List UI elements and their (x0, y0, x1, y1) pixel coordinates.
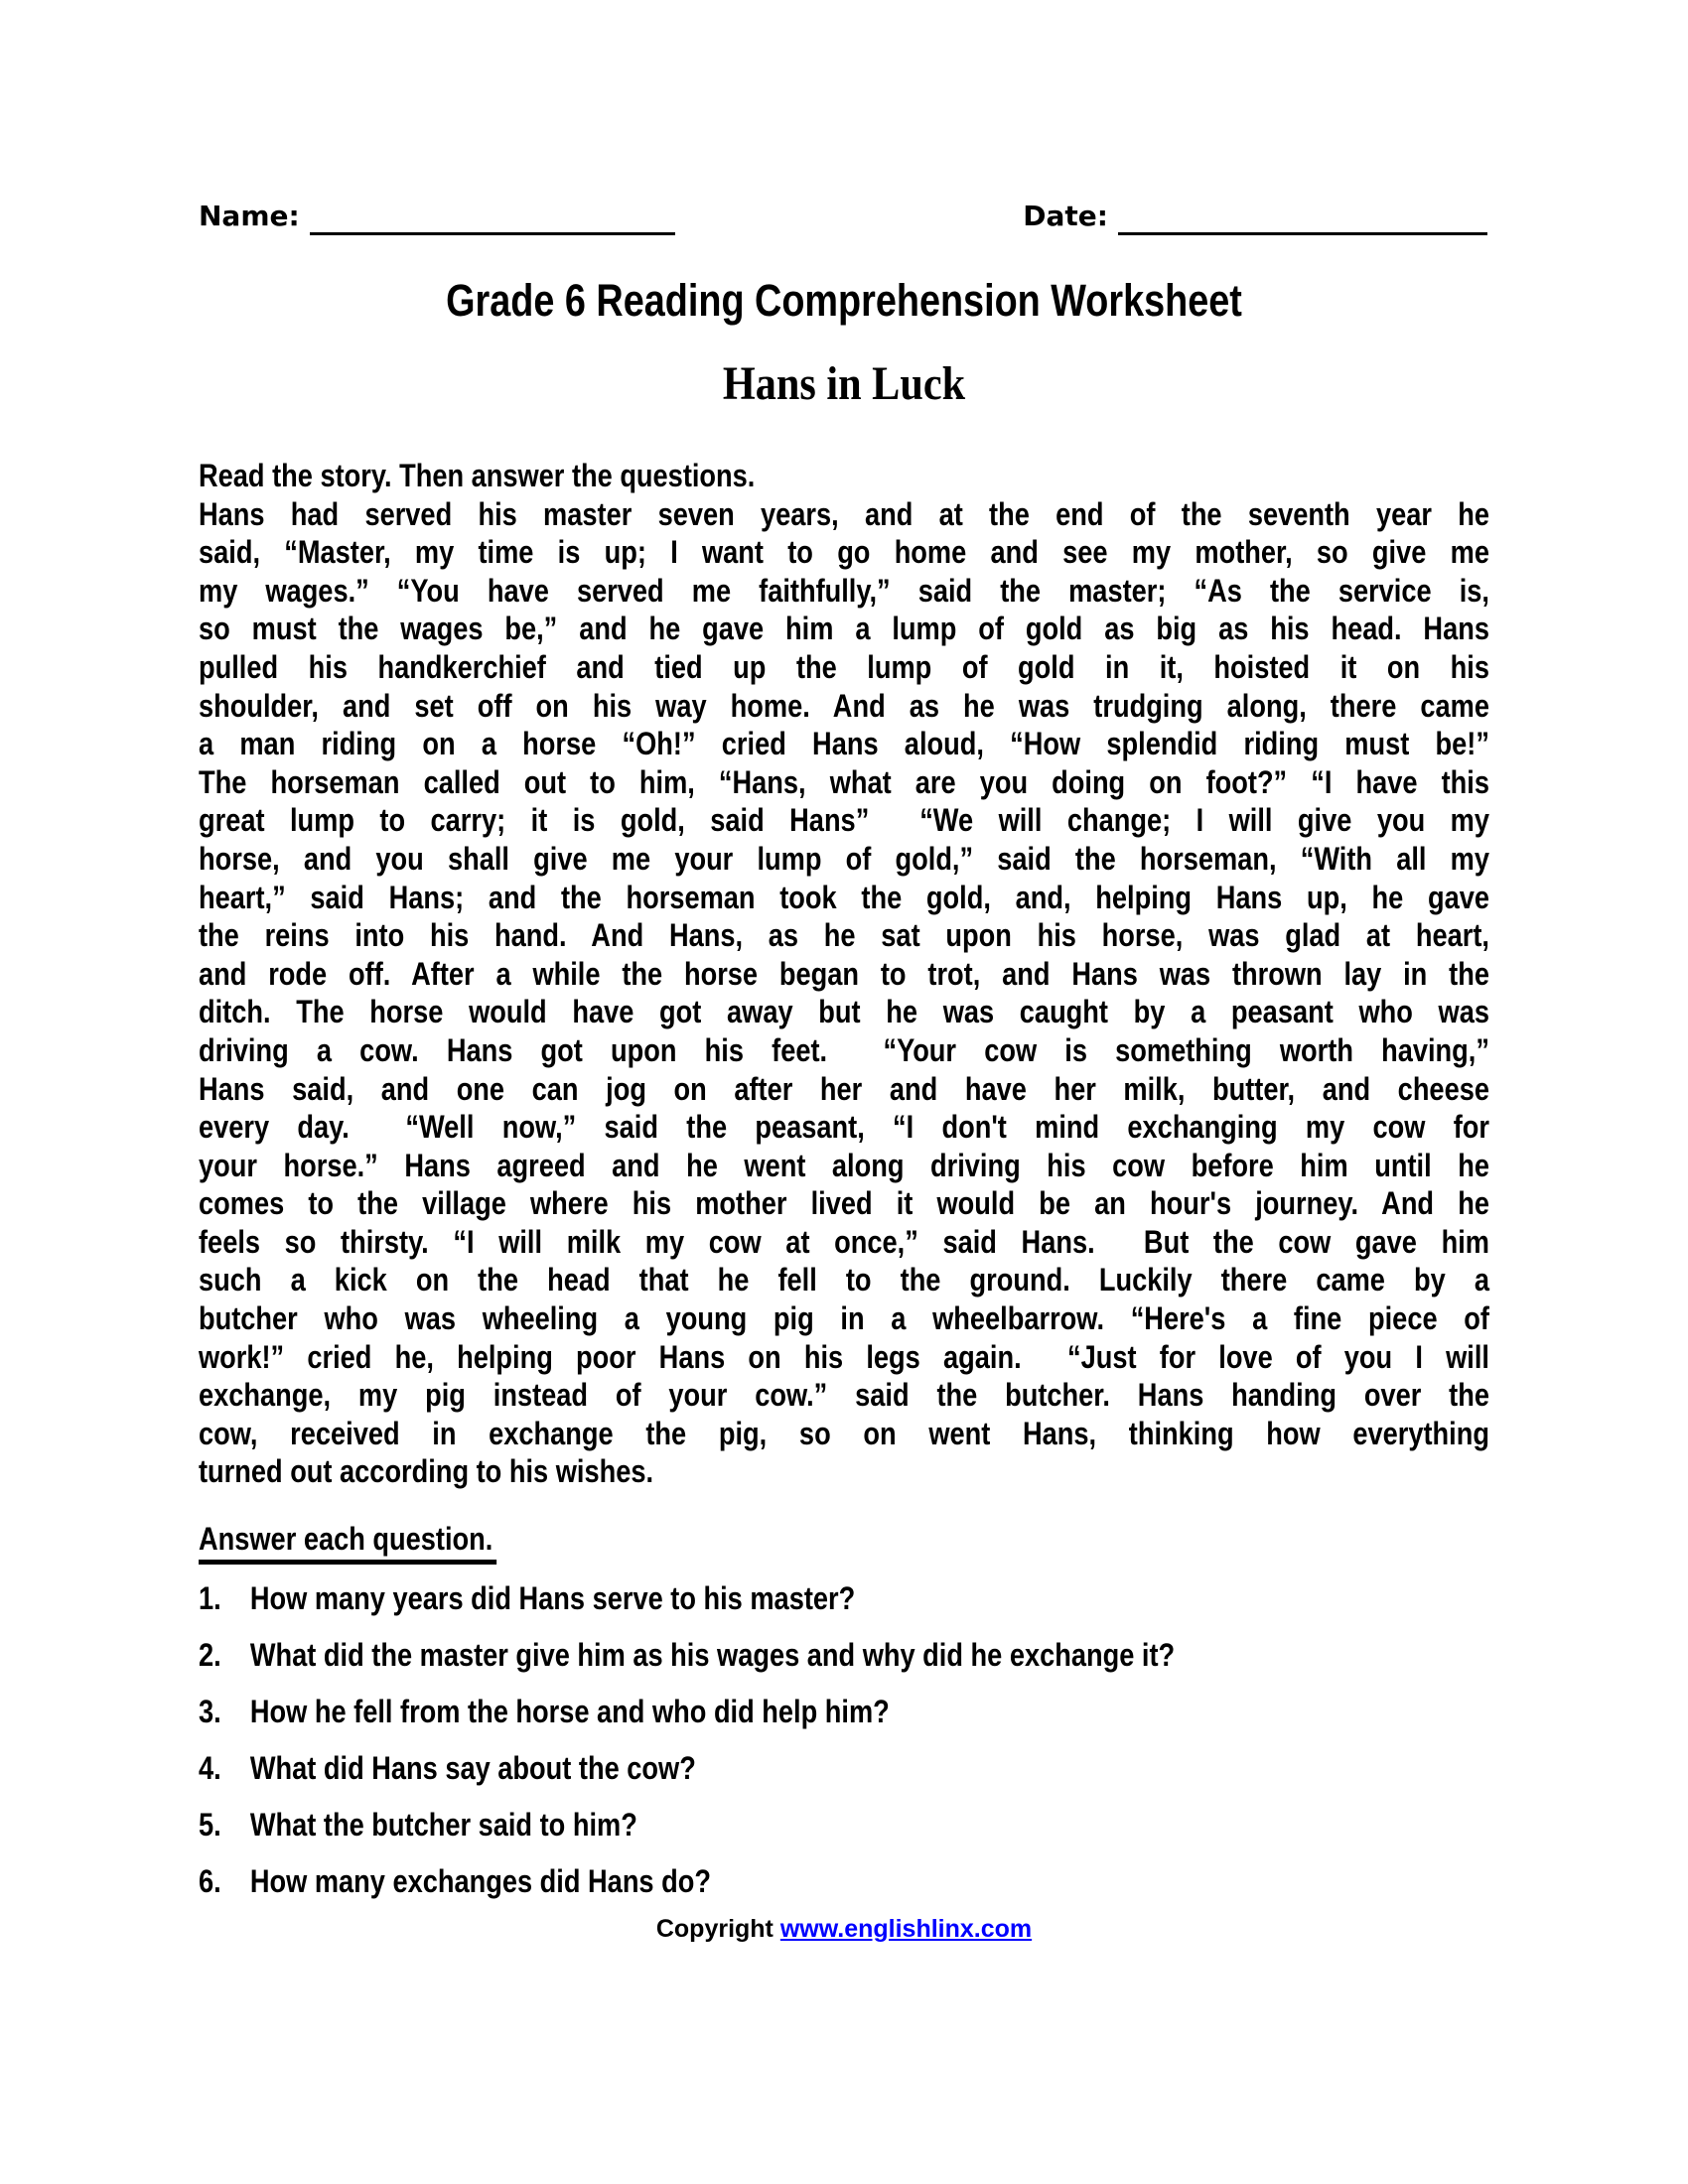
question-row (199, 1750, 1489, 1786)
question-text: How he fell from the horse and who did help him? (249, 1694, 890, 1729)
story-line: comes to the village where his mother lived it would be an hour's journey. And he (199, 1185, 1489, 1222)
question-row (199, 1863, 1489, 1899)
story-line: and rode off. After a while the horse began to trot, and Hans was thrown lay in the (199, 955, 1489, 992)
story-line: turned out according to his wishes. (199, 1453, 654, 1490)
story-line: butcher who was wheeling a young pig in a wheelbarrow. “Here's a fine piece of (199, 1300, 1489, 1337)
answer-heading: Answer each question. (199, 1521, 496, 1565)
story-line: driving a cow. Hans got upon his feet. “Your cow is something worth having,” (199, 1031, 1489, 1068)
story-line: feels so thirsty. “I will milk my cow at once,” said Hans. But the cow gave him (199, 1223, 1489, 1260)
story-line: every day. “Well now,” said the peasant, “I don't mind exchanging my cow for (199, 1109, 1489, 1146)
question-text: What did Hans say about the cow? (249, 1750, 696, 1786)
story-line: ditch. The horse would have got away but he was caught by a peasant who was (199, 994, 1489, 1030)
story-line: the reins into his hand. And Hans, as he sat upon his horse, was glad at heart, (199, 917, 1489, 954)
main-text-block (199, 457, 1489, 1491)
question-text: How many years did Hans serve to his master? (249, 1580, 856, 1616)
question-row (199, 1807, 1489, 1843)
date-blank-line (1118, 232, 1487, 235)
story-line: said, “Master, my time is up; I want to go home and see my mother, so give me (199, 534, 1489, 571)
question-row (199, 1637, 1489, 1673)
question-number: 6. (199, 1863, 221, 1899)
question-row (199, 1580, 1489, 1616)
copyright-link[interactable]: www.englishlinx.com (779, 1915, 1033, 1943)
story-line: your horse.” Hans agreed and he went along driving his cow before him until he (199, 1147, 1489, 1183)
copyright-line (0, 1914, 1688, 1944)
story-line: work!” cried he, helping poor Hans on his legs again. “Just for love of you I will (199, 1338, 1489, 1375)
story-line: The horseman called out to him, “Hans, what are you doing on foot?” “I have this (199, 763, 1489, 800)
name-blank-line (310, 232, 675, 235)
story-line: cow, received in exchange the pig, so on went Hans, thinking how everything (199, 1415, 1489, 1451)
question-text: What the butcher said to him? (249, 1807, 637, 1843)
questions-list (199, 1580, 1489, 1899)
story-line: exchange, my pig instead of your cow.” said the butcher. Hans handing over the (199, 1377, 1489, 1414)
question-number: 1. (199, 1580, 221, 1616)
story-text (199, 495, 1489, 1491)
story-line: heart,” said Hans; and the horseman took the gold, and, helping Hans up, he gave (199, 879, 1489, 915)
story-line: so must the wages be,” and he gave him a lump of gold as big as his head. Hans (199, 611, 1489, 647)
date-field-group (1023, 199, 1487, 235)
story-line: great lump to carry; it is gold, said Hans” “We will change; I will give you my (199, 802, 1489, 839)
question-number: 3. (199, 1694, 221, 1729)
question-text: What did the master give him as his wages and why did he exchange it? (249, 1637, 1176, 1673)
copyright-label: Copyright (655, 1915, 774, 1943)
story-line: Hans had served his master seven years, and at the end of the seventh year he (199, 495, 1489, 532)
question-number: 2. (199, 1637, 221, 1673)
question-row (199, 1694, 1489, 1729)
question-number: 5. (199, 1807, 221, 1843)
story-line: shoulder, and set off on his way home. And as he was trudging along, there came (199, 687, 1489, 724)
instructions-line: Read the story. Then answer the questions. (199, 458, 756, 493)
story-line: pulled his handkerchief and tied up the lump of gold in it, hoisted it on his (199, 648, 1489, 685)
name-label: Name: (199, 200, 300, 232)
story-title: Hans in Luck (722, 357, 966, 410)
question-number: 4. (199, 1750, 221, 1786)
story-line: a man riding on a horse “Oh!” cried Hans aloud, “How splendid riding must be!” (199, 726, 1489, 762)
story-line: such a kick on the head that he fell to the ground. Luckily there came by a (199, 1262, 1489, 1298)
questions-block (199, 1521, 1489, 1899)
story-line: my wages.” “You have served me faithfully,” said the master; “As the service is, (199, 572, 1489, 609)
question-text: How many exchanges did Hans do? (249, 1863, 711, 1899)
name-date-row (199, 199, 1487, 235)
story-line: horse, and you shall give me your lump of gold,” said the horseman, “With all my (199, 840, 1489, 877)
worksheet-title: Grade 6 Reading Comprehension Worksheet (446, 275, 1242, 326)
date-label: Date: (1023, 200, 1108, 232)
name-field-group (199, 199, 675, 235)
story-line: Hans said, and one can jog on after her and have her milk, butter, and cheese (199, 1070, 1489, 1107)
